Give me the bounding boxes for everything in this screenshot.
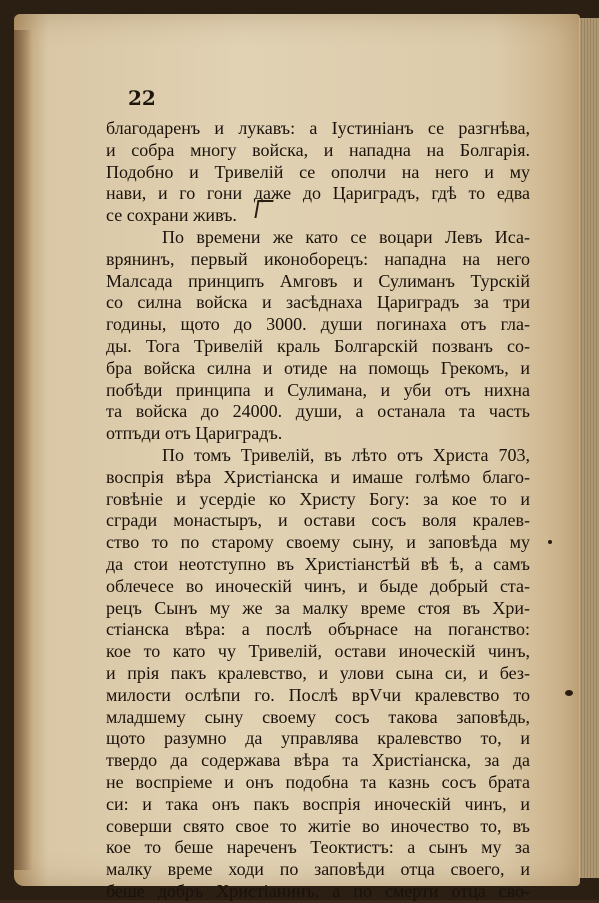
text-line: кое то като чу Тривелій, остави иноческій чинъ, (106, 641, 530, 662)
text-line: малку време ходи по заповѣди отца своего, и (106, 859, 530, 880)
margin-bracket-mark (254, 200, 273, 218)
page-number: 22 (128, 86, 156, 110)
text-line: По времени же като се воцари Левъ Иса- (162, 226, 530, 247)
text-line: облечесе во иноческій чинъ, и быде добрый ста- (106, 575, 530, 596)
text-line: кое то беше нареченъ Теоктистъ: а сынъ му за (106, 837, 530, 858)
text-line: рецъ Сынъ му же за малку време стоя въ Хри- (106, 597, 530, 618)
text-line: Малсада принципъ Амговъ и Сулиманъ Турскій (106, 270, 530, 291)
text-line: ство то по старому своему сыну, и заповѣда му (106, 532, 530, 553)
text-line: и собра многу войска, и нападна на Болгарія. (106, 139, 530, 160)
text-line: По томъ Тривелій, въ лѣто отъ Христа 703, (162, 444, 530, 465)
text-line: твердо да содержава вѣра та Христіанска, за да (106, 750, 530, 771)
text-line: соверши свято свое то житіе во иночество то, въ (106, 815, 530, 836)
text-line: се сохрани живъ. (106, 205, 237, 226)
text-line: врянинъ, первый иконоборецъ: нападна на него (106, 248, 530, 269)
text-line: си: и така онъ пакъ воспрія иноческій чинъ, и (106, 793, 530, 814)
text-line: ды. Тога Тривелій краль Болгарскій позванъ со- (106, 335, 530, 356)
text-line: и прія пакъ кралевство, и улови сына си, и без- (106, 662, 530, 683)
text-line: щото разумно да управлява кралевство то, и (106, 728, 530, 749)
text-line: годины, щото до 3000. души погинаха отъ гла- (106, 314, 530, 335)
text-line: побѣди принципа и Сулимана, и уби отъ нихна (106, 379, 530, 400)
text-line: та войска до 24000. души, а останала та часть (106, 401, 530, 422)
text-line: стіанска вѣра: а послѣ обърнасе на поганство: (106, 619, 530, 640)
page-edge-stack (579, 18, 599, 878)
binding-shadow (14, 30, 32, 870)
text-line: нави, и го гони даже до Цариградъ, гдѣ то едва (106, 183, 530, 204)
text-line: со силна войска и засѣднаха Цариградъ за три (106, 292, 530, 313)
text-line: сгради монастыръ, и остави сосъ воля кралев- (106, 510, 530, 531)
text-line: беше добръ Христіанинъ, а по смерти отца сво- (106, 880, 530, 901)
text-line: да стои неотступно въ Христіанстѣй вѣ ѣ, а самъ (106, 553, 530, 574)
body-text (106, 118, 530, 903)
text-line: бра войска силна и отиде на помощь Грекомъ, и (106, 357, 530, 378)
ink-spot (565, 690, 573, 696)
text-line: говѣніе и усердіе ко Христу Богу: за кое то и (106, 488, 530, 509)
text-line: благодаренъ и лукавъ: а Іустиніанъ се разгнѣва, (106, 118, 530, 138)
ink-spot (548, 540, 552, 544)
text-line: отпъди отъ Цариградъ. (106, 423, 283, 444)
text-line: милости ослѣпи го. Послѣ врVчи кралевство то (106, 684, 530, 705)
text-line: не воспріеме и онъ подобна та казнь сосъ брата (106, 771, 530, 792)
text-line: воспрія вѣра Христіанска и имаше голѣмо благо- (106, 466, 530, 487)
text-line: младшему сыну своему сосъ такова заповѣдь, (106, 706, 530, 727)
text-line: Подобно и Тривелій се ополчи на него и му (106, 161, 530, 182)
